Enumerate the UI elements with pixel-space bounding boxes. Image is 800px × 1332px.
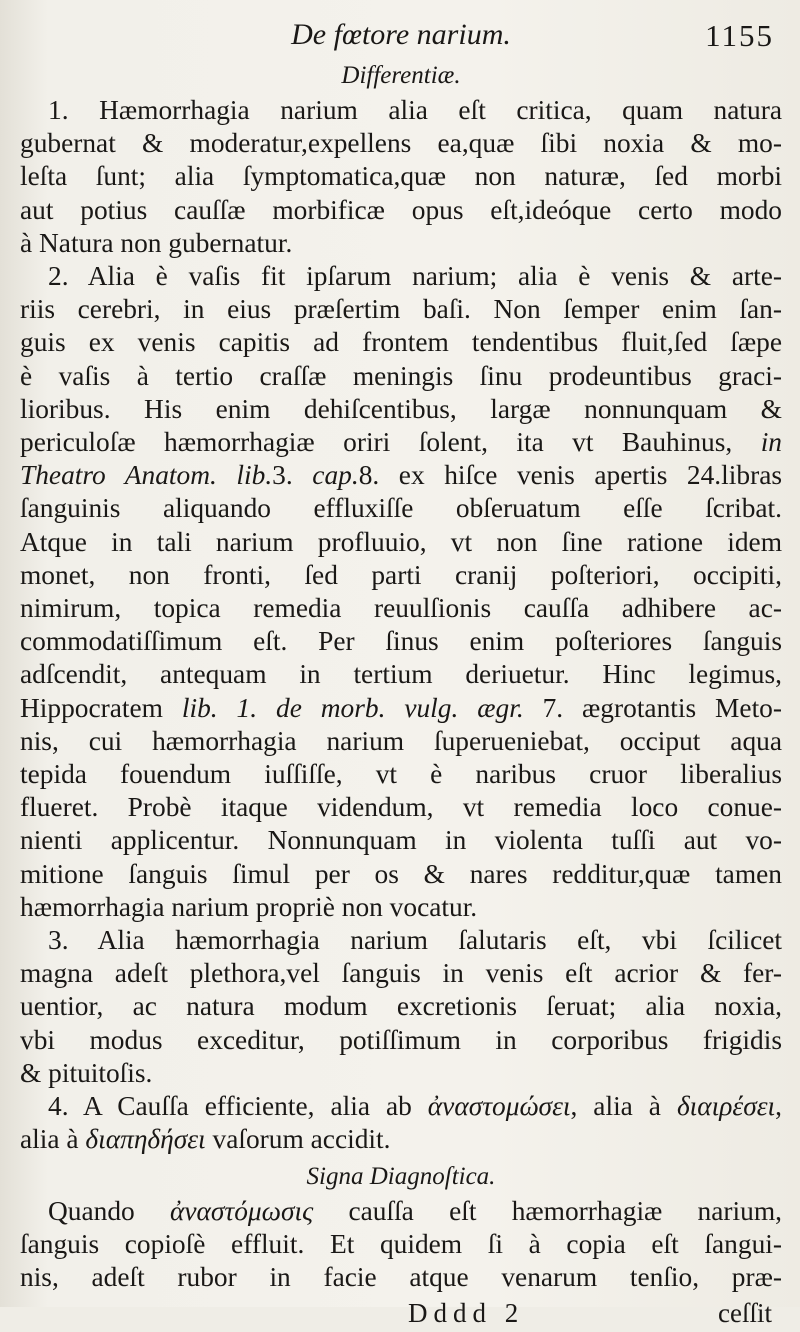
- text-line: Atque in tali narium profluuio, vt non ſine ratione idem: [20, 526, 782, 557]
- text-segment: 4. A Cauſſa efficiente, alia ab: [48, 1091, 428, 1122]
- citation: cap.: [312, 460, 359, 491]
- text-line: hæmorrhagia narium propriè non vocatur.: [20, 891, 478, 922]
- signature-mark: Dddd 2: [408, 1298, 525, 1329]
- page-number: 1155: [705, 18, 774, 53]
- text-line: 3. Alia hæmorrhagia narium ſalutaris eſt, vbi ſcilicet: [48, 925, 782, 956]
- text-line: gubernat & moderatur,expellens ea,quæ ſibi noxia & mo-: [20, 128, 782, 159]
- citation: Theatro Anatom. lib.: [20, 460, 273, 491]
- greek-term: διαπηδήσει: [85, 1124, 206, 1155]
- text-line: nimirum, topica remedia reuulſionis cauſſa adhibere ac-: [20, 593, 782, 624]
- text-line: & pituitoſis.: [20, 1057, 153, 1088]
- text-line: nienti applicentur. Nonnunquam in violenta tuſſi aut vo-: [20, 825, 782, 856]
- text-line: [20, 426, 782, 459]
- page-header: [20, 14, 782, 60]
- text-segment: periculoſæ hæmorrhagiæ oriri ſolent, ita vt Bauhinus,: [20, 427, 761, 458]
- text-line: flueret. Probè itaque videndum, vt remedia loco conue-: [20, 792, 782, 823]
- text-line: 1. Hæmorrhagia narium alia eſt critica, quam natura: [48, 95, 782, 125]
- text-segment: 8. ex hiſce venis apertis 24.libras: [358, 460, 782, 491]
- text-segment: , alia à: [570, 1091, 677, 1122]
- text-line: lioribus. His enim dehiſcentibus, largæ nonnunquam &: [20, 393, 782, 424]
- text-line: [20, 459, 782, 492]
- text-segment: cauſſa eſt hæmorrhagiæ narium,: [313, 1195, 782, 1226]
- text-segment: 3.: [272, 460, 313, 491]
- text-line: è vaſis à tertio craſſæ meningis ſinu prodeuntibus graci-: [20, 360, 782, 391]
- body-text: [20, 94, 782, 1157]
- text-line: [20, 1090, 782, 1123]
- text-segment: ,: [775, 1091, 782, 1122]
- citation: lib. 1. de morb. vulg. ægr.: [181, 692, 524, 723]
- page-footer: [20, 1296, 782, 1332]
- text-line: leſta ſunt; alia ſymptomatica,quæ non naturæ, ſed morbi: [20, 161, 782, 192]
- section-heading-signa-diagnostica: Signa Diagnoſtica.: [306, 1162, 496, 1190]
- text-line: [20, 692, 782, 725]
- text-line: [20, 1195, 782, 1228]
- text-line: vbi modus exceditur, potiſſimum in corporibus frigidis: [20, 1024, 782, 1055]
- text-line: commodatiſſimum eſt. Per ſinus enim poſteriores ſanguis: [20, 626, 782, 657]
- greek-term: ἀναστόμωσις: [169, 1195, 314, 1226]
- text-line: ſanguinis aliquando effluxiſſe obſeruatum eſſe ſcribat.: [20, 493, 782, 524]
- text-line: [20, 1123, 782, 1156]
- text-line: riis cerebri, in eius præſertim baſi. Non ſemper enim ſan-: [20, 294, 782, 325]
- text-line: à Natura non gubernatur.: [20, 227, 293, 258]
- text-line: tepida fouendum iuſſiſſe, vt è naribus cruor liberalius: [20, 759, 782, 790]
- greek-term: διαιρέσει: [676, 1091, 776, 1122]
- body-text-diagnostica: [20, 1195, 782, 1295]
- text-segment: Quando: [48, 1195, 170, 1226]
- text-segment: 7. ægrotantis Meto-: [523, 692, 782, 723]
- text-line: monet, non fronti, ſed parti cranij poſteriori, occipiti,: [20, 559, 782, 590]
- greek-term: ἀναστομώσει: [427, 1091, 571, 1122]
- running-title: De fœtore narium.: [291, 18, 511, 51]
- text-segment: alia à: [20, 1124, 86, 1155]
- text-line: adſcendit, antequam in tertium deriuetur. Hinc legimus,: [20, 659, 782, 690]
- text-segment: vaſorum accidit.: [205, 1124, 391, 1155]
- text-line: guis ex venis capitis ad frontem tendentibus fluit,ſed ſæpe: [20, 327, 782, 358]
- text-line: nis, adeſt rubor in facie atque venarum tenſio, præ-: [20, 1261, 782, 1292]
- text-line: nis, cui hæmorrhagia narium ſuperueniebat, occiput aqua: [20, 725, 782, 756]
- text-line: aut potius cauſſæ morbificæ opus eſt,ideóque certo modo: [20, 194, 782, 225]
- citation: in: [760, 427, 782, 458]
- text-line: 2. Alia è vaſis fit ipſarum narium; alia è venis & arte-: [48, 261, 782, 292]
- text-line: magna adeſt plethora,vel ſanguis in venis eſt acrior & fer-: [20, 958, 782, 989]
- catchword: ceſſit: [718, 1298, 772, 1329]
- text-line: ſanguis copioſè effluit. Et quidem ſi à copia eſt ſangui-: [20, 1228, 782, 1259]
- text-line: uentior, ac natura modum excretionis ſeruat; alia noxia,: [20, 991, 782, 1022]
- section-heading-differentiae: Differentiæ.: [341, 62, 461, 89]
- text-line: mitione ſanguis ſimul per os & nares redditur,quæ tamen: [20, 858, 782, 889]
- text-segment: Hippocratem: [20, 692, 182, 723]
